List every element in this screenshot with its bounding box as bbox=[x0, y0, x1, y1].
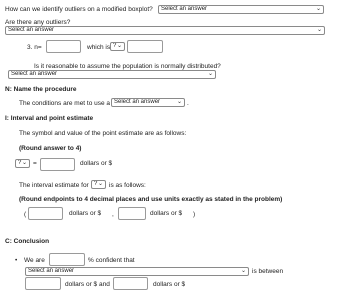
bullet: • bbox=[15, 257, 18, 264]
conclusion-upper-unit: dollars or $ bbox=[153, 281, 186, 288]
equals-sign: = bbox=[33, 160, 37, 167]
any-outliers-select-value: Select an answer bbox=[8, 27, 55, 33]
which-is-label: which is bbox=[87, 44, 111, 51]
conclusion-upper-input[interactable] bbox=[113, 277, 148, 290]
round-endpoints-instruction: (Round endpoints to 4 decimal places and use units exactly as stated in the problem) bbox=[19, 196, 283, 203]
point-estimate-unit: dollars or $ bbox=[80, 160, 113, 167]
lower-bound-input[interactable] bbox=[28, 207, 63, 220]
chevron-down-icon: ⌄ bbox=[207, 71, 213, 77]
chevron-down-icon: ⌄ bbox=[97, 181, 103, 187]
interval-comma: , bbox=[112, 211, 114, 218]
close-paren: ) bbox=[193, 211, 196, 218]
symbol-select[interactable] bbox=[15, 159, 30, 168]
open-paren: ( bbox=[24, 211, 27, 218]
conclusion-select-value: Select an answer bbox=[28, 268, 75, 274]
outliers-method-select[interactable] bbox=[158, 5, 324, 14]
symbol-select-value: ? bbox=[18, 160, 22, 166]
confidence-level-input[interactable] bbox=[49, 253, 85, 266]
chevron-down-icon: ⌄ bbox=[240, 268, 246, 274]
chevron-down-icon: ⌄ bbox=[21, 160, 27, 166]
normal-question: Is it reasonable to assume the population is normally distributed? bbox=[34, 63, 221, 70]
chevron-down-icon: ⌄ bbox=[315, 6, 321, 12]
point-estimate-input[interactable] bbox=[40, 158, 75, 171]
interval-text-b: is as follows: bbox=[109, 182, 146, 189]
sample-size-input[interactable] bbox=[46, 40, 81, 53]
section-c-title: C: Conclusion bbox=[5, 238, 50, 245]
any-outliers-question: Are there any outliers? bbox=[5, 19, 71, 26]
comparison-select[interactable] bbox=[110, 42, 125, 51]
point-estimate-text: The symbol and value of the point estimate are as follows: bbox=[19, 130, 187, 137]
conclusion-lower-unit: dollars or $ and bbox=[65, 281, 110, 288]
is-between-text: is between bbox=[252, 268, 284, 275]
chevron-down-icon: ⌄ bbox=[316, 27, 322, 33]
any-outliers-select[interactable] bbox=[5, 26, 325, 35]
chevron-down-icon: ⌄ bbox=[176, 99, 182, 105]
conclusion-lower-input[interactable] bbox=[25, 277, 61, 290]
procedure-text: The conditions are met to use a bbox=[19, 100, 111, 107]
interval-parameter-select-value: ? bbox=[94, 181, 98, 187]
procedure-select[interactable] bbox=[111, 98, 185, 107]
interval-parameter-select[interactable] bbox=[91, 180, 106, 189]
interval-text-a: The interval estimate for bbox=[19, 182, 89, 189]
section-i-title: I: Interval and point estimate bbox=[5, 115, 94, 122]
upper-bound-input[interactable] bbox=[118, 207, 146, 220]
procedure-period: . bbox=[187, 100, 189, 107]
normal-select[interactable] bbox=[8, 70, 216, 79]
sample-size-label: 3. n= bbox=[27, 44, 42, 51]
confident-text: % confident that bbox=[88, 257, 135, 264]
threshold-input[interactable] bbox=[127, 40, 163, 53]
outliers-method-select-value: Select an answer bbox=[161, 6, 208, 12]
section-n-title: N: Name the procedure bbox=[5, 86, 77, 93]
procedure-select-value: Select an answer bbox=[114, 99, 161, 105]
conclusion-select[interactable] bbox=[25, 267, 249, 276]
normal-select-value: Select an answer bbox=[11, 71, 58, 77]
outliers-method-question: How can we identify outliers on a modified boxplot? bbox=[5, 6, 153, 13]
upper-bound-unit: dollars or $ bbox=[150, 210, 183, 217]
we-are-text: We are bbox=[24, 257, 45, 264]
round-instruction: (Round answer to 4) bbox=[19, 145, 82, 152]
lower-bound-unit: dollars or $ bbox=[69, 210, 102, 217]
chevron-down-icon: ⌄ bbox=[116, 43, 122, 49]
comparison-select-value: ? bbox=[113, 43, 117, 49]
